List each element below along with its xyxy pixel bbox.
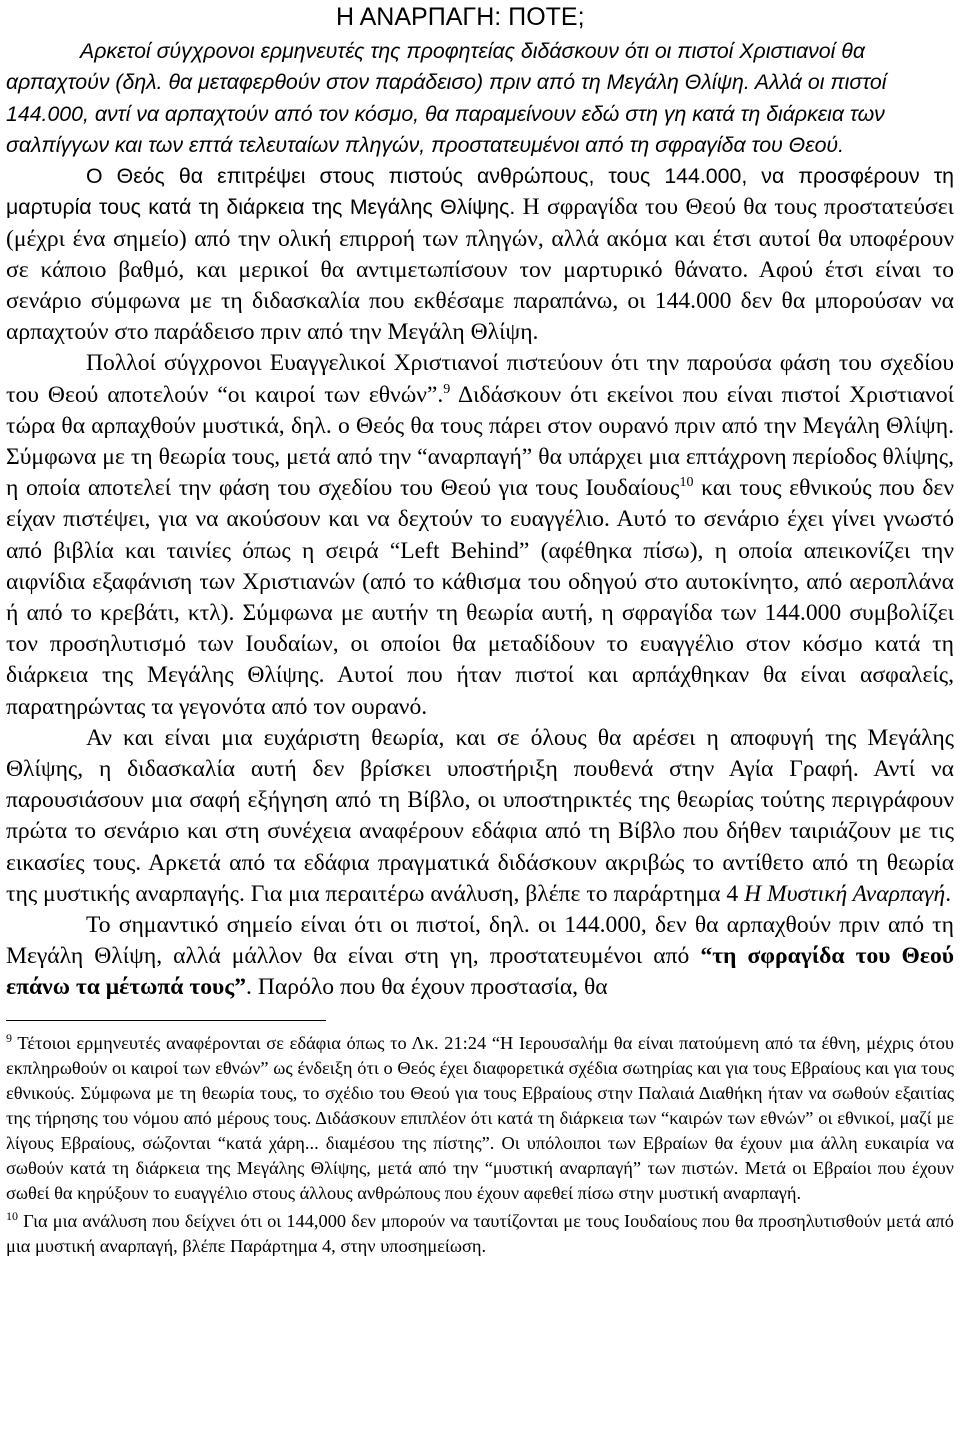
paragraph-4-bold-quote: “τη σφραγίδα του Θεού επάνω τα μέτωπά τους” [6,943,954,1001]
paragraph-3-end: . [945,880,952,907]
paragraph-1 [6,161,954,348]
footnote-ref-10[interactable]: 10 [679,475,694,491]
footnote-ref-9[interactable]: 9 [443,381,451,397]
footnote-10-number: 10 [6,1208,18,1223]
paragraph-4 [6,910,954,1004]
footnote-9-number: 9 [6,1030,12,1045]
appendix-reference: Η Μυστική Αναρπαγή [744,880,946,907]
footnote-10-text: Για μια ανάλυση που δείχνει ότι οι 144,000 δεν μπορούν να ταυτίζονται με τους Ιουδαίους που θα προσηλυτισθούν μετά από μια μυστική αναρπαγή, βλέπε Παράρτημα 4, στην υποσημείωση. [6,1210,954,1256]
paragraph-1-text: Η σφραγίδα του Θεού θα τους προστατεύσει (μέχρι ένα σημείο) από την ολική επιρροή των πληγών, αλλά ακόμα και έτσι αυτοί θα υποφέρουν σε κάποιο βαθμό, και μερικοί θα αντιμετωπίσουν τον μαρτυρικό θάνατο. Αφού έτσι είναι το σενάριο σύμφωνα με τη διδασκαλία που εκθέσαμε παραπάνω, οι 144.000 δεν θα μπορούσαν να αρπαχτούν στο παράδεισο πριν από την Μεγάλη Θλίψη. [6,194,954,346]
paragraph-3-text: Αν και είναι μια ευχάριστη θεωρία, και σε όλους θα αρέσει η αποφυγή της Μεγάλης Θλίψης, η διδασκαλία αυτή δεν βρίσκει υποστήριξη πουθενά στην Αγία Γραφή. Αντί να παρουσιάσουν μια σαφή εξήγηση από τη Βίβλο, οι υποστηρικτές της θεωρίας τούτης περιγράφουν πρώτα το σενάριο και στη συνέχεια αναφέρουν εδάφια από τη Βίβλο που δήθεν ταιριάζουν με τις εικασίες τους. Αρκετά από τα εδάφια πραγματικά διδάσκουν ακριβώς το αντίθετο από τη θεωρία της μυστικής αναρπαγής. Για μια περαιτέρω ανάλυση, βλέπε το παράρτημα 4 [6,724,954,907]
document-page [6,0,954,1259]
paragraph-3 [6,723,954,910]
paragraph-2-text-c: και τους εθνικούς που δεν είχαν πιστέψει, για να ακούσουν και να δεχτούν το ευαγγέλιο. Αυτό το σενάριο έχει γίνει γνωστό από βιβλία και ταινίες όπως η σειρά “Left Behind” (αφέθηκα πίσω), η οποία απεικονίζει την αιφνίδια εξαφάνιση των Χριστιανών (από το κάθισμα του οδηγού στο αυτοκίνητο, από αεροπλάνα ή από το κρεβάτι, κτλ). Σύμφωνα με αυτήν τη θεωρία αυτή, η σφραγίδα των 144.000 συμβολίζει τον προσηλυτισμό των Ιουδαίων, οι οποίοι θα μεταδίδουν το ευαγγέλιο στον κόσμο κατά τη διάρκεια της Μεγάλης Θλίψης. Αυτοί που ήταν πιστοί και αρπάχθηκαν θα είναι ασφαλείς, παρατηρώντας τα γεγονότα από τον ουρανό. [6,475,955,720]
footnote-9-text: Τέτοιοι ερμηνευτές αναφέρονται σε εδάφια όπως το Λκ. 21:24 “Η Ιερουσαλήμ θα είναι πατούμενη από τα έθνη, μέχρις ότου εκπληρωθούν οι καιροί των εθνών” ως ένδειξη ότι ο Θεός έχει διαφορετικά σχέδια σωτηρίας και για τους Εβραίους και για τους εθνικούς. Σύμφωνα με τη θεωρία τους, το σχέδιο του Θεού για τους Εβραίους στην Παλαιά Διαθήκη ήταν να σωθούν εξαιτίας της τήρησης του νόμου από μέρους τους. Διδάσκουν επιπλέον ότι κατά τη διάρκεια των “καιρών των εθνών” οι εθνικοί, μαζί με λίγους Εβραίους, σώζονται “κατά χάρη... διαμέσου της πίστης”. Οι υπόλοιποι των Εβραίων θα έχουν μια άλλη ευκαιρία να σωθούν κατά τη διάρκεια της Μεγάλης Θλίψης, μετά από την “μυστική αναρπαγή” των πιστών. Μετά οι Εβραίοι που έχουν σωθεί θα κηρύξουν το ευαγγέλιο στους άλλους ανθρώπους που έχουν αφεθεί πίσω στην μυστική αναρπαγή. [6,1032,954,1203]
paragraph-2 [6,348,954,722]
paragraph-2-text-b: Διδάσκουν ότι εκείνοι που είναι πιστοί Χριστιανοί τώρα θα αρπαχθούν μυστικά, δηλ. ο Θεός θα τους πάρει στον ουρανό πριν από την Μεγάλη Θλίψη. Σύμφωνα με τη θεωρία τους, μετά από την “αναρπαγή” θα υπάρχει μια επτάχρονη περίοδος θλίψης, η οποία αποτελεί την φάση του σχεδίου του Θεού για τους Ιουδαίους [6,381,954,502]
paragraph-4-text-b: . Παρόλο που θα έχουν προστασία, θα [246,974,608,1001]
paragraph-4-text-a: Το σημαντικό σημείο είναι ότι οι πιστοί, δηλ. οι 144.000, δεν θα αρπαχθούν πριν από τη Μεγάλη Θλίψη, αλλά μάλλον θα είναι στη γη, προστατευμένοι από [6,912,954,970]
paragraph-2-text-a: Πολλοί σύγχρονοι Ευαγγελικοί Χριστιανοί πιστεύουν ότι την παρούσα φάση του σχεδίου του Θεού αποτελούν “οι καιροί των εθνών”. [6,350,954,408]
footnote-divider [6,1020,326,1021]
footnote-10 [6,1209,954,1259]
intro-paragraph: Αρκετοί σύγχρονοι ερμηνευτές της προφητείας διδάσκουν ότι οι πιστοί Χριστιανοί θα αρπαχτούν (δηλ. θα μεταφερθούν στον παράδεισο) πριν από τη Μεγάλη Θλίψη. Αλλά οι πιστοί 144.000, αντί να αρπαχτούν από τον κόσμο, θα παραμείνουν εδώ στη γη κατά τη διάρκεια των σαλπίγγων και των επτά τελευταίων πληγών, προστατευμένοι από τη σφραγίδα του Θεού. [6,39,887,157]
footnote-9 [6,1031,954,1206]
paragraph-1-sans-part: Ο Θεός θα επιτρέψει στους πιστούς ανθρώπους, τους 144.000, να προσφέρουν τη μαρτυρία τους κατά τη διάρκεια της Μεγάλης Θλίψης. [6,164,954,220]
page-title: Η ΑΝΑΡΠΑΓΗ: ΠΟΤΕ; [336,3,585,31]
